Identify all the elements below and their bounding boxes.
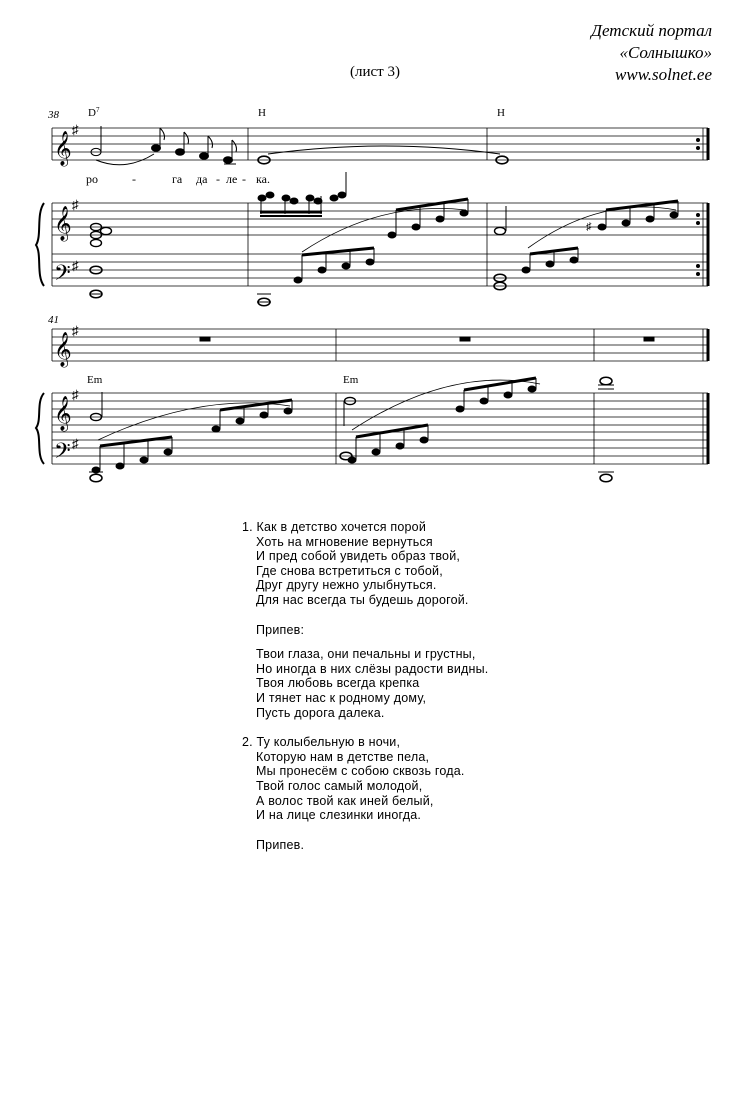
lyric-syllable: да xyxy=(196,172,208,186)
lyric-line: Которую нам в детстве пела, xyxy=(256,749,430,764)
piano-treble-staff-2 xyxy=(52,393,708,425)
eighth-note xyxy=(152,145,161,152)
lyric-line: Для нас всегда ты будешь дорогой. xyxy=(256,592,469,607)
whole-rest xyxy=(460,337,470,341)
lyric-line: А волос твой как иней белый, xyxy=(256,793,434,808)
verse-1 xyxy=(242,520,488,608)
lyric-line: Где снова встретиться с тобой, xyxy=(256,563,443,578)
voice-staff-1 xyxy=(52,128,708,160)
chorus-label: Припев: xyxy=(256,622,305,637)
lyric-line: Твоя любовь всегда крепка xyxy=(256,676,420,691)
chord-symbol: H xyxy=(497,107,505,119)
lyric-line: Хоть на мгновение вернуться xyxy=(256,534,433,549)
verse-2 xyxy=(242,735,488,823)
lyric-syllable: ле xyxy=(226,172,238,186)
brace-icon xyxy=(36,203,44,286)
treble-clef-icon: 𝄞 xyxy=(54,333,72,366)
music-score xyxy=(0,0,750,500)
svg-text:♯: ♯ xyxy=(72,323,79,338)
lyric-line: 1. Как в детство хочется порой xyxy=(242,520,427,534)
whole-rest xyxy=(644,337,654,341)
whole-rest xyxy=(200,337,210,341)
lyric-syllable: - xyxy=(242,172,246,186)
chord-symbol: H xyxy=(258,107,266,119)
svg-text:♯: ♯ xyxy=(72,122,79,137)
svg-text:♯: ♯ xyxy=(72,197,79,212)
svg-text:♯: ♯ xyxy=(72,387,79,402)
lyric-line: Твой голос самый молодой, xyxy=(256,778,423,793)
svg-text:♯: ♯ xyxy=(72,258,79,273)
svg-text:♯: ♯ xyxy=(72,436,79,451)
bass-clef-icon: 𝄢 xyxy=(54,261,71,290)
site-name: «Солнышко» xyxy=(619,43,712,62)
piano-bass-staff-1 xyxy=(52,254,708,286)
chord-symbol: Em xyxy=(87,374,103,386)
brace-icon xyxy=(36,393,44,464)
sheet-label: (лист 3) xyxy=(350,64,400,80)
song-lyrics xyxy=(242,520,488,852)
voice-staff-2 xyxy=(52,329,708,361)
lyric-line: И тянет нас к родному дому, xyxy=(256,690,427,705)
chord-symbol: Em xyxy=(343,374,359,386)
lyric-line: И пред собой увидеть образ твой, xyxy=(256,549,461,564)
bass-clef-icon: 𝄢 xyxy=(54,439,71,468)
site-title: Детский портал xyxy=(591,21,712,40)
lyric-line: Друг другу нежно улыбнуться. xyxy=(256,578,437,593)
lyric-syllable: га xyxy=(172,172,183,186)
lyric-line: Мы пронесём с собою сквозь года. xyxy=(256,764,465,779)
treble-clef-icon: 𝄞 xyxy=(54,397,72,430)
lyric-line: 2. Ту колыбельную в ночи, xyxy=(242,735,401,750)
chorus-repeat: Припев. xyxy=(256,837,305,852)
lyric-syllable: ро xyxy=(86,172,98,186)
lyric-line: Пусть дорога далека. xyxy=(256,705,385,720)
treble-clef-icon: 𝄞 xyxy=(54,207,72,240)
lyric-syllable: - xyxy=(132,172,136,186)
lyric-line: Твои глаза, они печальны и грустны, xyxy=(256,647,476,662)
lyric-line: И на лице слезинки иногда. xyxy=(256,808,422,823)
piano-treble-staff-1 xyxy=(52,203,708,235)
measure-number: 38 xyxy=(48,109,59,121)
measure-number: 41 xyxy=(48,314,59,326)
lyric-line: Но иногда в них слёзы радости видны. xyxy=(256,661,489,676)
lyric-syllable: - xyxy=(216,172,220,186)
svg-text:♯: ♯ xyxy=(586,221,592,233)
treble-clef-icon: 𝄞 xyxy=(54,132,72,165)
site-url[interactable]: www.solnet.ee xyxy=(615,65,712,84)
chord-symbol: $D^7$ xyxy=(88,106,100,119)
chorus xyxy=(242,623,488,721)
lyric-syllable: ка. xyxy=(256,172,270,186)
